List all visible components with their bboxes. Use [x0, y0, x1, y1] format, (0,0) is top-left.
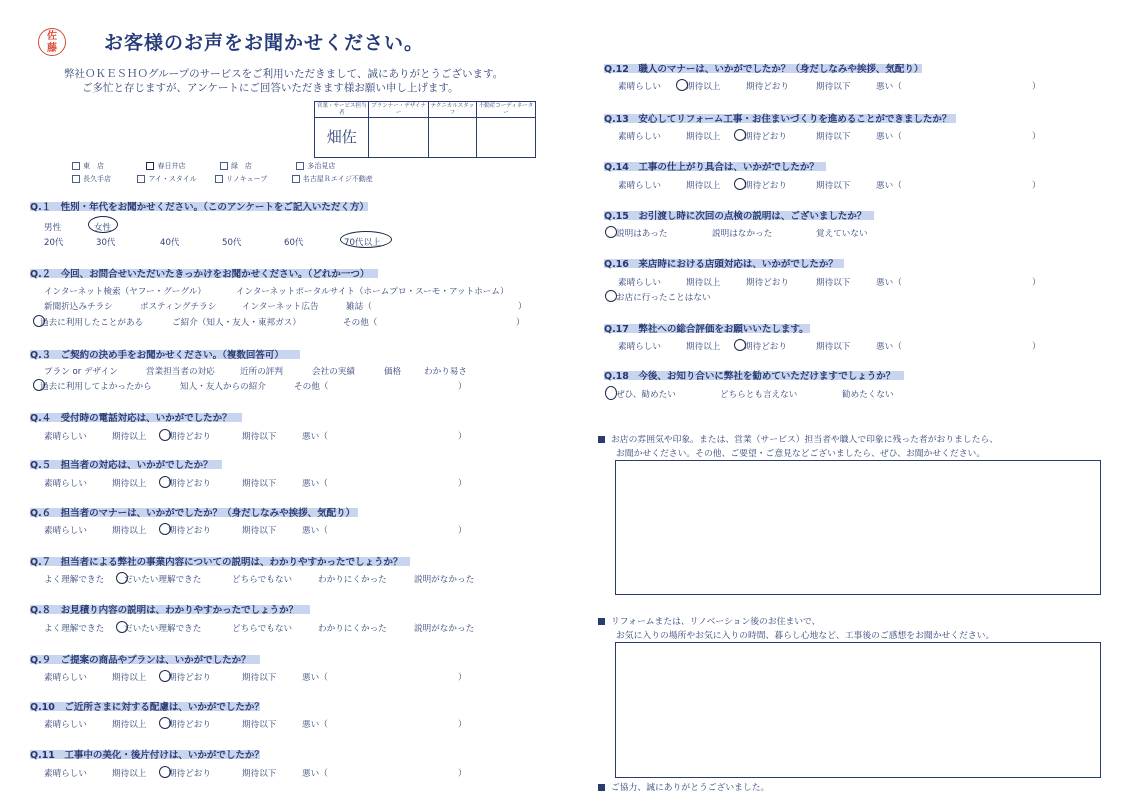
q14-option-bad[interactable]: 悪い（ [876, 181, 902, 191]
store-row-2 [72, 174, 373, 184]
q10-option-expected[interactable]: 期待どおり [168, 720, 211, 730]
q1-option-30s[interactable]: 30代 [96, 238, 116, 248]
staff-header-technical: テクニカルスタッフ [428, 102, 476, 118]
staff-value-planner[interactable] [369, 118, 428, 158]
q10-option-above[interactable]: 期待以上 [112, 720, 147, 730]
question-10: Q.10 ご近所さまに対する配慮は、いかがでしたか？ [30, 702, 264, 713]
q7-option-neither[interactable]: どちらでもない [232, 575, 293, 585]
answer-circle [159, 670, 171, 682]
q4-option-expected[interactable]: 期待どおり [168, 432, 211, 442]
answer-circle [734, 178, 746, 190]
q18-option-not-recommend[interactable]: 勧めたくない [842, 390, 894, 400]
answer-circle [159, 523, 171, 535]
q17-option-bad[interactable]: 悪い（ [876, 342, 902, 352]
store-checkbox[interactable]: 長久手店 [72, 175, 111, 183]
staff-value-technical[interactable] [428, 118, 476, 158]
question-14: Q.14 工事の仕上がり具合は、いかがでしたか？ [604, 162, 819, 173]
store-checkbox[interactable]: 緑 店 [220, 162, 252, 170]
bullet-icon [598, 618, 605, 625]
comment-2-prompt-line-1: リフォームまたは、リノベーション後のお住まいで、 [598, 614, 820, 627]
q11-option-below[interactable]: 期待以下 [242, 769, 277, 779]
q10-paren-close: ） [458, 720, 467, 730]
q13-option-bad[interactable]: 悪い（ [876, 132, 902, 142]
q3-option-reputation[interactable]: 近所の評判 [240, 367, 283, 377]
q7-option-unclear[interactable]: わかりにくかった [318, 575, 387, 585]
q17-option-below[interactable]: 期待以下 [816, 342, 851, 352]
q16-option-excellent[interactable]: 素晴らしい [618, 278, 661, 288]
question-1: Q.１ 性別・年代をお聞かせください。（このアンケートをご記入いただく方） [30, 202, 369, 213]
answer-circle [734, 129, 746, 141]
question-3: Q.３ ご契約の決め手をお聞かせください。（複数回答可） [30, 350, 284, 361]
q6-option-above[interactable]: 期待以上 [112, 526, 147, 536]
q12-option-below[interactable]: 期待以下 [816, 82, 851, 92]
q8-option-none[interactable]: 説明がなかった [414, 624, 475, 634]
staff-value-sales[interactable]: 畑佐 [315, 118, 369, 158]
q9-option-expected[interactable]: 期待どおり [168, 673, 211, 683]
q5-option-below[interactable]: 期待以下 [242, 479, 277, 489]
q10-option-excellent[interactable]: 素晴らしい [44, 720, 87, 730]
q11-option-excellent[interactable]: 素晴らしい [44, 769, 87, 779]
staff-header-sales: 営業・サービス担当者 [315, 102, 369, 118]
bullet-icon [598, 784, 605, 791]
q6-option-excellent[interactable]: 素晴らしい [44, 526, 87, 536]
question-6: Q.６ 担当者のマナーは、いかがでしたか？（身だしなみや挨拶、気配り） [30, 508, 356, 519]
q13-option-above[interactable]: 期待以上 [686, 132, 721, 142]
q1-option-20s[interactable]: 20代 [44, 238, 64, 248]
q11-option-expected[interactable]: 期待どおり [168, 769, 211, 779]
q4-paren-close: ） [458, 432, 467, 442]
q1-option-60s[interactable]: 60代 [284, 238, 304, 248]
q9-paren-close: ） [458, 673, 467, 683]
q12-option-expected[interactable]: 期待どおり [746, 82, 789, 92]
thanks-message: ご協力、誠にありがとうございました。 [598, 780, 769, 793]
q6-option-bad[interactable]: 悪い（ [302, 526, 328, 536]
q11-paren-close: ） [458, 769, 467, 779]
seal-stamp [38, 28, 66, 56]
q12-option-excellent[interactable]: 素晴らしい [618, 82, 661, 92]
comment-1-prompt-line-2: お聞かせください。その他、ご要望・ご意見などございましたら、ぜひ、お聞かせください。 [616, 449, 986, 459]
q9-option-excellent[interactable]: 素晴らしい [44, 673, 87, 683]
q14-option-below[interactable]: 期待以下 [816, 181, 851, 191]
q11-option-above[interactable]: 期待以上 [112, 769, 147, 779]
question-7: Q.７ 担当者による弊社の事業内容についての説明は、わかりやすかったでしょうか？ [30, 557, 403, 568]
q4-option-excellent[interactable]: 素晴らしい [44, 432, 87, 442]
question-16: Q.16 来店時における店頭対応は、いかがでしたか？ [604, 259, 838, 270]
q8-option-well[interactable]: よく理解できた [44, 624, 105, 634]
q8-option-neither[interactable]: どちらでもない [232, 624, 293, 634]
q2-paren-close: ） [518, 302, 527, 312]
q1-option-50s[interactable]: 50代 [222, 238, 242, 248]
q13-option-below[interactable]: 期待以下 [816, 132, 851, 142]
answer-circle [676, 79, 688, 91]
q2-option-past-use[interactable]: 過去に利用したことがある [40, 318, 144, 328]
question-15: Q.15 お引渡し時に次回の点検の説明は、ございましたか？ [604, 211, 867, 222]
answer-circle [159, 717, 171, 729]
q14-option-above[interactable]: 期待以上 [686, 181, 721, 191]
answer-circle [605, 226, 617, 238]
question-8: Q.８ お見積り内容の説明は、わかりやすかったでしょうか？ [30, 605, 299, 616]
q2-option-newspaper[interactable]: 新聞折込みチラシ [44, 302, 113, 312]
answer-circle [605, 386, 617, 400]
q2-option-referral[interactable]: ご紹介（知人・友人・東邦ガス） [172, 318, 301, 328]
bullet-icon [598, 436, 605, 443]
store-checkbox[interactable]: 多治見店 [296, 162, 335, 170]
q2-option-search[interactable]: インターネット検索（ヤフー・グーグル） [44, 287, 206, 297]
page-title: お客様のお声をお聞かせください。 [104, 32, 425, 54]
question-18: Q.18 今後、お知り合いに弊社を勧めていただけますでしょうか？ [604, 371, 896, 382]
seal-bottom: 藤 [47, 43, 57, 54]
q15-option-dont-remember[interactable]: 覚えていない [816, 229, 868, 239]
answer-circle [33, 379, 45, 391]
q2-paren-close-2: ） [516, 318, 525, 328]
comment-2-textarea[interactable] [615, 642, 1101, 778]
q3-option-clarity[interactable]: わかり易さ [424, 367, 467, 377]
answer-circle [159, 766, 171, 778]
q4-option-above[interactable]: 期待以上 [112, 432, 147, 442]
answer-circle [734, 339, 746, 351]
q13-option-excellent[interactable]: 素晴らしい [618, 132, 661, 142]
q9-option-above[interactable]: 期待以上 [112, 673, 147, 683]
q15-option-not-explained[interactable]: 説明はなかった [712, 229, 773, 239]
q2-option-magazine[interactable]: 雑誌（ [346, 302, 372, 312]
store-checkbox[interactable]: 名古屋Ｒエイジ不動産 [292, 175, 373, 183]
q10-option-bad[interactable]: 悪い（ [302, 720, 328, 730]
q7-option-none[interactable]: 説明がなかった [414, 575, 475, 585]
q17-option-above[interactable]: 期待以上 [686, 342, 721, 352]
q1-option-70s-plus[interactable]: 70代以上 [344, 238, 381, 248]
q4-option-bad[interactable]: 悪い（ [302, 432, 328, 442]
staff-value-realestate[interactable] [477, 118, 536, 158]
answer-circle [88, 216, 118, 233]
question-9: Q.９ ご提案の商品やプランは、いかがでしたか？ [30, 655, 251, 666]
question-17: Q.17 弊社への総合評価をお願いいたします。 [604, 324, 809, 335]
q13-paren-close: ） [1032, 132, 1041, 142]
q3-option-plan[interactable]: プラン or デザイン [44, 367, 118, 377]
answer-circle [605, 290, 617, 302]
q17-option-excellent[interactable]: 素晴らしい [618, 342, 661, 352]
q14-option-expected[interactable]: 期待どおり [744, 181, 787, 191]
question-11: Q.11 工事中の美化・後片付けは、いかがでしたか？ [30, 750, 264, 761]
q5-option-excellent[interactable]: 素晴らしい [44, 479, 87, 489]
q2-option-other[interactable]: その他（ [343, 318, 378, 328]
q16-paren-close: ） [1032, 278, 1041, 288]
q9-option-bad[interactable]: 悪い（ [302, 673, 328, 683]
comment-1-prompt-line-1: お店の雰囲気や印象。または、営業（サービス）担当者や職人で印象に残った者がおりましたら、 [598, 432, 998, 445]
staff-table [314, 101, 536, 158]
q16-option-above[interactable]: 期待以上 [686, 278, 721, 288]
q6-paren-close: ） [458, 526, 467, 536]
q3-option-sales[interactable]: 営業担当者の対応 [146, 367, 215, 377]
answer-circle [159, 476, 171, 488]
q16-option-expected[interactable]: 期待どおり [746, 278, 789, 288]
comment-1-textarea[interactable] [615, 460, 1101, 595]
q3-option-friend[interactable]: 知人・友人からの紹介 [180, 382, 266, 392]
q3-paren-close: ） [458, 382, 467, 392]
seal-top: 佐 [47, 31, 57, 42]
question-5: Q.５ 担当者の対応は、いかがでしたか？ [30, 460, 213, 471]
store-row-1 [72, 161, 335, 171]
answer-circle [116, 572, 128, 584]
staff-header-planner: プランナー・デザイナー [369, 102, 428, 118]
answer-circle [33, 315, 45, 327]
q8-option-unclear[interactable]: わかりにくかった [318, 624, 387, 634]
answer-circle [159, 429, 171, 441]
q11-option-bad[interactable]: 悪い（ [302, 769, 328, 779]
q2-option-portal[interactable]: インターネットポータルサイト（ホームプロ・スーモ・アットホーム） [236, 287, 509, 297]
store-checkbox[interactable]: アイ・スタイル [137, 175, 196, 183]
q14-option-excellent[interactable]: 素晴らしい [618, 181, 661, 191]
comment-2-prompt-line-2: お気に入りの場所やお気に入りの時間、暮らし心地など、工事後のご感想をお聞かせください。 [616, 631, 995, 641]
q7-option-well[interactable]: よく理解できた [44, 575, 105, 585]
q12-paren-close: ） [1032, 82, 1041, 92]
answer-circle [116, 621, 128, 633]
intro-line-1: 弊社ＯＫＥＳＨＯグループのサービスをご利用いただきまして、誠にありがとうございます。 [64, 68, 504, 80]
q17-paren-close: ） [1032, 342, 1041, 352]
q8-option-mostly[interactable]: だいたい理解できた [124, 624, 202, 634]
q16-option-never-visited[interactable]: お店に行ったことはない [616, 293, 711, 303]
q5-option-expected[interactable]: 期待どおり [168, 479, 211, 489]
q17-option-expected[interactable]: 期待どおり [744, 342, 787, 352]
q5-option-above[interactable]: 期待以上 [112, 479, 147, 489]
q12-option-above[interactable]: 期待以上 [686, 82, 721, 92]
q1-option-male[interactable]: 男性 [44, 223, 62, 233]
q5-option-bad[interactable]: 悪い（ [302, 479, 328, 489]
q1-option-female[interactable]: 女性 [94, 223, 112, 233]
store-checkbox[interactable]: 東 店 [72, 162, 104, 170]
q6-option-below[interactable]: 期待以下 [242, 526, 277, 536]
q18-option-neither[interactable]: どちらとも言えない [720, 390, 798, 400]
question-12: Q.12 職人のマナーは、いかがでしたか？（身だしなみや挨拶、気配り） [604, 64, 924, 75]
q10-option-below[interactable]: 期待以下 [242, 720, 277, 730]
q14-paren-close: ） [1032, 181, 1041, 191]
q13-option-expected[interactable]: 期待どおり [744, 132, 787, 142]
question-4: Q.４ 受付時の電話対応は、いかがでしたか？ [30, 413, 232, 424]
q3-option-record[interactable]: 会社の実績 [312, 367, 355, 377]
question-13: Q.13 安心してリフォーム工事・お住まいづくりを進めることができましたか？ [604, 114, 952, 125]
q5-paren-close: ） [458, 479, 467, 489]
q2-option-internet-ad[interactable]: インターネット広告 [242, 302, 319, 312]
q3-option-price[interactable]: 価格 [384, 367, 402, 377]
store-checkbox[interactable]: 春日井店 [146, 162, 185, 170]
q18-option-recommend[interactable]: ぜひ、勧めたい [616, 390, 676, 400]
q15-option-explained[interactable]: 説明はあった [616, 229, 668, 239]
store-checkbox[interactable]: リノキューブ [215, 175, 267, 183]
q16-option-below[interactable]: 期待以下 [816, 278, 851, 288]
answer-circle [340, 231, 392, 248]
q1-option-40s[interactable]: 40代 [160, 238, 180, 248]
q2-option-posting[interactable]: ポスティングチラシ [140, 302, 217, 312]
q16-option-bad[interactable]: 悪い（ [876, 278, 902, 288]
intro-line-2: ご多忙と存じますが、アンケートにご回答いただきます様お願い申し上げます。 [82, 82, 459, 94]
q3-option-other[interactable]: その他（ [294, 382, 329, 392]
q12-option-bad[interactable]: 悪い（ [876, 82, 902, 92]
q4-option-below[interactable]: 期待以下 [242, 432, 277, 442]
q7-option-mostly[interactable]: だいたい理解できた [124, 575, 202, 585]
q9-option-below[interactable]: 期待以下 [242, 673, 277, 683]
q3-option-past-good[interactable]: 過去に利用してよかったから [40, 382, 152, 392]
question-2: Q.２ 今回、お問合せいただいたきっかけをお聞かせください。（どれか一つ） [30, 269, 370, 280]
q6-option-expected[interactable]: 期待どおり [168, 526, 211, 536]
staff-header-realestate: 不動産コーディネーター [477, 102, 536, 118]
